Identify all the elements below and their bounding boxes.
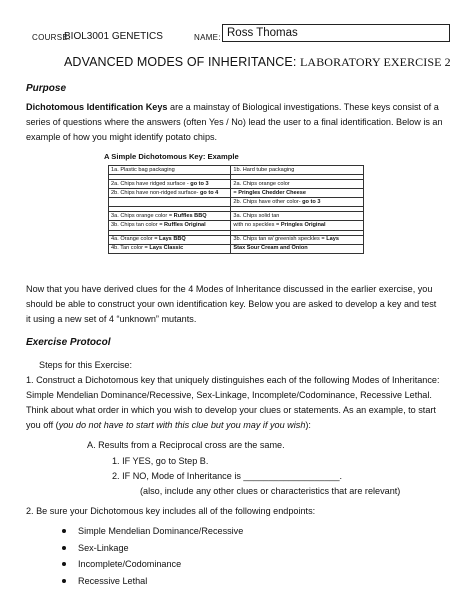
steps-label: Steps for this Exercise: bbox=[39, 360, 132, 370]
table-cell: 2a. Chips have ridged surface - go to 3 bbox=[109, 180, 231, 189]
list-item bbox=[58, 540, 243, 557]
bullet-icon bbox=[62, 546, 66, 550]
table-cell: Stax Sour Cream and Onion bbox=[231, 244, 364, 253]
name-field[interactable]: Ross Thomas bbox=[222, 24, 450, 42]
bullet-icon bbox=[62, 529, 66, 533]
table-cell: 1b. Hard tube packaging bbox=[231, 166, 364, 175]
bullet-icon bbox=[62, 562, 66, 566]
purpose-line: example of how you might identify potato chips. bbox=[26, 132, 218, 142]
page-title bbox=[64, 55, 451, 70]
table-cell: = Pringles Chedder Cheese bbox=[231, 189, 364, 198]
derived-line: it using a new set of 4 “unknown” mutants. bbox=[26, 314, 197, 324]
step-1-text bbox=[26, 373, 472, 418]
table-cell: 3b. Chips tan color = Ruffles Original bbox=[109, 221, 231, 230]
table-cell: with no speckles = Pringles Original bbox=[231, 221, 364, 230]
example-note: (also, include any other clues or characteristics that are relevant) bbox=[140, 486, 401, 496]
course-value: BIOL3001 GENETICS bbox=[64, 31, 163, 42]
title-sub: LABORATORY EXERCISE 2 bbox=[300, 55, 451, 69]
step-1-last-b: ): bbox=[305, 420, 311, 430]
table-cell: 3b. Chips tan w/ greenish speckles = Lays bbox=[231, 235, 364, 244]
step-1-last-a: you off ( bbox=[26, 420, 59, 430]
endpoint-label: Simple Mendelian Dominance/Recessive bbox=[78, 526, 244, 536]
step-1-line: 1. Construct a Dichotomous key that uniquely distinguishes each of the following Modes of Inheritance: bbox=[26, 375, 440, 385]
derived-paragraph bbox=[26, 282, 466, 327]
table-cell: 1a. Plastic bag packaging bbox=[109, 166, 231, 175]
example-1: 1. IF YES, go to Step B. bbox=[112, 456, 209, 466]
table-cell: 2a. Chips orange color bbox=[231, 180, 364, 189]
table-row bbox=[109, 198, 364, 207]
table-cell bbox=[109, 198, 231, 207]
key-table-title: A Simple Dichotomous Key: Example bbox=[104, 152, 239, 161]
table-cell: 4a. Orange color = Lays BBQ bbox=[109, 235, 231, 244]
protocol-heading: Exercise Protocol bbox=[26, 337, 111, 348]
dichotomous-key-table bbox=[108, 165, 364, 254]
list-item bbox=[58, 556, 243, 573]
title-main: ADVANCED MODES OF INHERITANCE: bbox=[64, 55, 297, 69]
table-row bbox=[109, 221, 364, 230]
table-cell: 3a. Chips orange color = Ruffles BBQ bbox=[109, 212, 231, 221]
course-label: COURSE: bbox=[32, 33, 71, 42]
table-cell: 4b. Tan color = Lays Classic bbox=[109, 244, 231, 253]
endpoint-label: Sex-Linkage bbox=[78, 542, 129, 553]
purpose-bold-term: Dichotomous Identification Keys bbox=[26, 102, 168, 112]
step-1-last-line bbox=[26, 418, 311, 433]
purpose-line: series of questions where the answers (often Yes / No) lead the user to a final identification. Below is an bbox=[26, 117, 443, 127]
table-cell: 3a. Chips solid tan bbox=[231, 212, 364, 221]
purpose-line: Dichotomous Identification Keys are a mainstay of Biological investigations. These keys consist of a bbox=[26, 102, 439, 112]
table-cell: 2b. Chips have other color- go to 3 bbox=[231, 198, 364, 207]
table-row bbox=[109, 235, 364, 244]
step-1-line: Think about what order in which you wish to develop your clues or statements. As an example, to start bbox=[26, 405, 436, 415]
derived-line: should be able to construct your own identification key. Below you are asked to develop a key and test bbox=[26, 299, 437, 309]
purpose-paragraph bbox=[26, 100, 466, 145]
purpose-heading: Purpose bbox=[26, 83, 67, 94]
derived-line: Now that you have derived clues for the 4 Modes of Inheritance discussed in the earlier exercise, you bbox=[26, 284, 433, 294]
endpoint-label: Recessive Lethal bbox=[78, 575, 148, 586]
step-1-last-italic: you do not have to start with this clue but you may if you wish bbox=[58, 420, 306, 430]
endpoint-list bbox=[58, 523, 243, 589]
example-2: 2. IF NO, Mode of Inheritance is ___________________. bbox=[112, 471, 343, 481]
table-row bbox=[109, 189, 364, 198]
table-row bbox=[109, 180, 364, 189]
endpoint-label: Incomplete/Codominance bbox=[78, 559, 182, 569]
table-row bbox=[109, 244, 364, 253]
table-row bbox=[109, 212, 364, 221]
step-2-text: 2. Be sure your Dichotomous key includes all of the following endpoints: bbox=[26, 506, 316, 516]
table-cell: 2b. Chips have non-ridged surface- go to 4 bbox=[109, 189, 231, 198]
bullet-icon bbox=[62, 579, 66, 583]
list-item bbox=[58, 523, 243, 540]
example-a: A. Results from a Reciprocal cross are the same. bbox=[87, 440, 285, 450]
step-1-line: Simple Mendelian Dominance/Recessive, Sex-Linkage, Incomplete/Codominance, Recessive Lethal. bbox=[26, 390, 432, 400]
name-label: NAME: bbox=[194, 33, 221, 42]
table-row bbox=[109, 166, 364, 175]
list-item bbox=[58, 573, 243, 590]
